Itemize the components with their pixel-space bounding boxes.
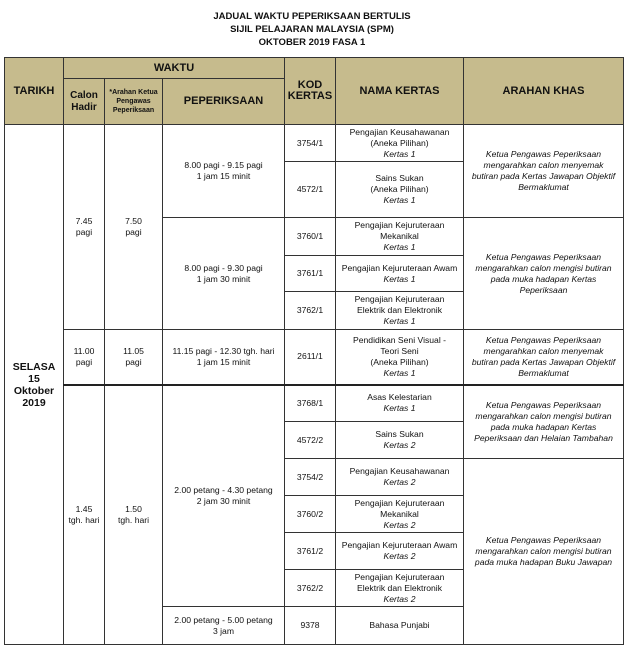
calon-hadir-cell bbox=[64, 125, 105, 330]
text-line: 1 jam 15 minit bbox=[196, 171, 251, 181]
nama-kertas bbox=[336, 162, 464, 218]
kertas-label: Kertas 1 bbox=[383, 367, 416, 378]
kertas-label: Kertas 1 bbox=[383, 273, 416, 284]
kertas-label: Kertas 2 bbox=[383, 519, 416, 530]
text-line: Pengajian Kejuruteraan bbox=[354, 294, 445, 304]
header-arahan-khas: ARAHAN KHAS bbox=[464, 58, 624, 125]
text-line: 2 jam 30 minit bbox=[196, 495, 251, 506]
nama-kertas bbox=[336, 422, 464, 459]
text-line: pagi bbox=[125, 227, 142, 237]
text-line: 11.15 pagi - 12.30 tgh. hari bbox=[172, 345, 275, 356]
nama-kertas bbox=[336, 292, 464, 330]
nama-kertas bbox=[336, 125, 464, 162]
text-line: (Aneka Pilihan) bbox=[370, 184, 429, 194]
arahan-khas-cell: Ketua Pengawas Peperiksaan mengarahkan calon mengisi butiran pada muka hadapan Kertas Peperiksaan bbox=[464, 218, 624, 330]
arahan-ketua-cell bbox=[105, 330, 163, 385]
kod-kertas: 3754/2 bbox=[285, 459, 336, 496]
arahan-ketua-cell bbox=[105, 385, 163, 645]
kod-kertas: 3762/2 bbox=[285, 570, 336, 607]
text-line: (Aneka Pilihan) bbox=[370, 356, 429, 367]
text-line: 8.00 pagi - 9.30 pagi bbox=[184, 262, 263, 273]
text-line: (Aneka Pilihan) bbox=[370, 137, 429, 148]
nama-kertas bbox=[336, 256, 464, 292]
kod-kertas: 3762/1 bbox=[285, 292, 336, 330]
text-line: Pengajian Kejuruteraan bbox=[354, 497, 445, 508]
nama-kertas bbox=[336, 330, 464, 385]
text-line: tgh. hari bbox=[68, 514, 100, 525]
text-line: 2.00 petang - 4.30 petang bbox=[174, 484, 273, 495]
kod-kertas: 3761/1 bbox=[285, 256, 336, 292]
text-line: Pengajian Kejuruteraan bbox=[354, 571, 445, 582]
text-line: 2.00 petang - 5.00 petang bbox=[174, 614, 273, 625]
arahan-khas-cell: Ketua Pengawas Peperiksaan mengarahkan calon mengisi butiran pada muka hadapan Buku Jawapan bbox=[464, 459, 624, 645]
exam-time-cell bbox=[163, 607, 285, 645]
date-text: 15 Oktober bbox=[13, 372, 55, 397]
kod-kertas: 9378 bbox=[285, 607, 336, 645]
header-nama: NAMA KERTAS bbox=[336, 58, 464, 125]
date-cell bbox=[5, 125, 64, 645]
kertas-label: Kertas 1 bbox=[383, 242, 416, 252]
header-waktu: WAKTU bbox=[64, 58, 285, 79]
title-line: SIJIL PELAJARAN MALAYSIA (SPM) bbox=[230, 24, 394, 35]
text-line: pagi bbox=[125, 356, 142, 367]
text-line: tgh. hari bbox=[117, 514, 150, 525]
text-line: Asas Kelestarian bbox=[367, 392, 432, 403]
title-line: OKTOBER 2019 FASA 1 bbox=[258, 37, 366, 48]
title-line: JADUAL WAKTU PEPERIKSAAN BERTULIS bbox=[213, 11, 411, 22]
text-line: 1.50 bbox=[125, 503, 142, 514]
nama-kertas bbox=[336, 496, 464, 533]
exam-time-cell bbox=[163, 125, 285, 218]
kod-kertas: 4572/1 bbox=[285, 162, 336, 218]
text-line: Pengajian Kejuruteraan Awam bbox=[341, 540, 458, 550]
text-line: Elektrik dan Elektronik bbox=[356, 582, 443, 593]
text-line: Sains Sukan bbox=[375, 173, 424, 183]
calon-hadir-cell bbox=[64, 330, 105, 385]
exam-time-cell bbox=[163, 218, 285, 330]
text-line: Elektrik dan Elektronik bbox=[356, 305, 443, 315]
kertas-label: Kertas 2 bbox=[383, 551, 416, 561]
text-line: 7.50 bbox=[125, 216, 142, 226]
arahan-khas-cell: Ketua Pengawas Peperiksaan mengarahkan calon mengisi butiran pada muka hadapan Kertas Peperiksaan dan Helaian Tambahan bbox=[464, 385, 624, 459]
text-line: Mekanikal bbox=[380, 231, 419, 241]
header-kod: KOD KERTAS bbox=[285, 58, 336, 125]
document-title bbox=[0, 10, 624, 49]
kod-kertas: 3760/2 bbox=[285, 496, 336, 533]
header-arahan-ketua: *Arahan Ketua Pengawas Peperiksaan bbox=[105, 79, 163, 125]
kod-kertas: 3754/1 bbox=[285, 125, 336, 162]
exam-time-cell bbox=[163, 330, 285, 385]
date-text: SELASA bbox=[12, 360, 56, 373]
text-line: Mekanikal bbox=[380, 508, 419, 519]
kod-kertas: 2611/1 bbox=[285, 330, 336, 385]
kod-kertas: 3760/1 bbox=[285, 218, 336, 256]
nama-kertas bbox=[336, 607, 464, 645]
table-row bbox=[5, 125, 624, 162]
arahan-khas-cell: Ketua Pengawas Peperiksaan mengarahkan calon menyemak butiran pada Kertas Jawapan Objektif Bermaklumat bbox=[464, 125, 624, 218]
text-line: Pengajian Keusahawanan bbox=[349, 466, 450, 476]
text-line: Teori Seni bbox=[380, 345, 419, 356]
calon-hadir-cell bbox=[64, 385, 105, 645]
header-tarikh: TARIKH bbox=[5, 58, 64, 125]
text-line: Pendidikan Seni Visual - bbox=[353, 334, 446, 345]
text-line: Bahasa Punjabi bbox=[369, 620, 430, 630]
date-text: 2019 bbox=[22, 396, 46, 409]
text-line: 11.00 bbox=[73, 345, 95, 356]
kod-kertas: 4572/2 bbox=[285, 422, 336, 459]
text-line: pagi bbox=[75, 227, 93, 237]
nama-kertas bbox=[336, 385, 464, 422]
arahan-ketua-cell bbox=[105, 125, 163, 330]
text-line: 8.00 pagi - 9.15 pagi bbox=[184, 160, 263, 170]
exam-time-cell bbox=[163, 385, 285, 607]
exam-timetable bbox=[4, 57, 624, 645]
arahan-khas-cell: Ketua Pengawas Peperiksaan mengarahkan calon menyemak butiran pada Kertas Jawapan Objektif Bermaklumat bbox=[464, 330, 624, 385]
table-row bbox=[5, 385, 624, 422]
nama-kertas bbox=[336, 218, 464, 256]
text-line: 1 jam 30 minit bbox=[196, 273, 251, 284]
kertas-label: Kertas 1 bbox=[383, 195, 416, 205]
kertas-label: Kertas 1 bbox=[383, 403, 416, 414]
header-peperiksaan: PEPERIKSAAN bbox=[163, 79, 285, 125]
text-line: 1.45 bbox=[75, 503, 93, 514]
text-line: 3 jam bbox=[212, 625, 234, 636]
kertas-label: Kertas 2 bbox=[383, 477, 416, 487]
nama-kertas bbox=[336, 533, 464, 570]
text-line: Pengajian Kejuruteraan Awam bbox=[341, 262, 458, 273]
nama-kertas bbox=[336, 570, 464, 607]
kod-kertas: 3768/1 bbox=[285, 385, 336, 422]
header-calon: Calon Hadir bbox=[64, 79, 105, 125]
nama-kertas bbox=[336, 459, 464, 496]
kertas-label: Kertas 2 bbox=[383, 593, 416, 604]
kertas-label: Kertas 1 bbox=[383, 316, 416, 326]
text-line: Pengajian Keusahawanan bbox=[349, 126, 450, 137]
text-line: 11.05 bbox=[123, 345, 144, 356]
kod-kertas: 3761/2 bbox=[285, 533, 336, 570]
text-line: pagi bbox=[75, 356, 93, 367]
text-line: Sains Sukan bbox=[375, 429, 424, 439]
table-row bbox=[5, 330, 624, 385]
text-line: 7.45 bbox=[75, 216, 93, 226]
kertas-label: Kertas 2 bbox=[383, 440, 416, 450]
text-line: 1 jam 15 minit bbox=[196, 356, 251, 367]
kertas-label: Kertas 1 bbox=[383, 148, 416, 159]
text-line: Pengajian Kejuruteraan bbox=[354, 220, 445, 230]
